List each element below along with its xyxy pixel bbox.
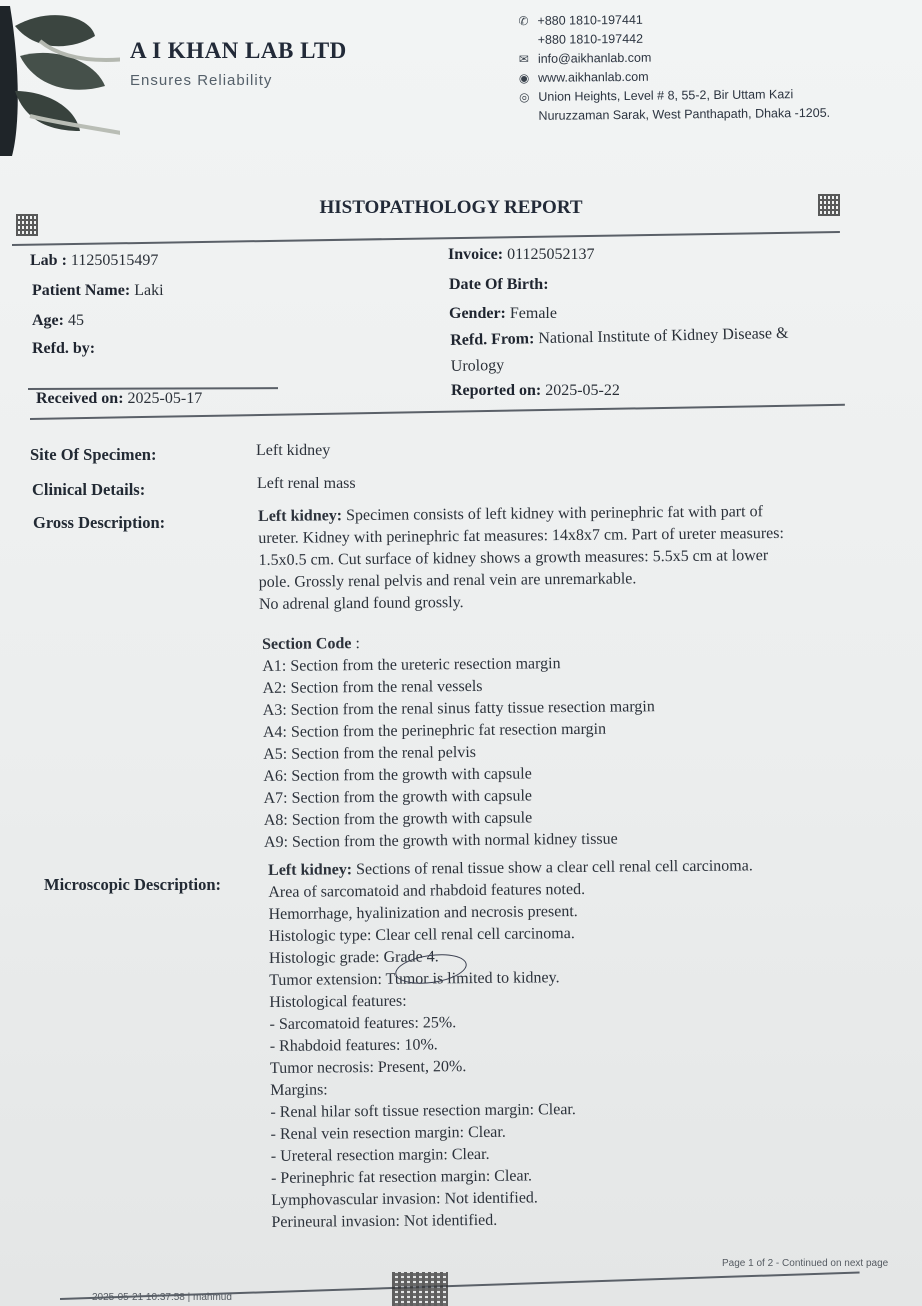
list-item: A4: Section from the perinephric fat resection margin	[262, 720, 607, 741]
list-item: A2: Section from the renal vessels	[262, 677, 483, 697]
clinical-details-value: Left renal mass	[257, 475, 356, 492]
list-item: A5: Section from the renal pelvis	[263, 743, 477, 763]
list-item: A6: Section from the growth with capsule	[263, 765, 532, 785]
phone-2: +880 1810-197442	[537, 31, 644, 47]
address-line-2: Nuruzzaman Sarak, West Panthapath, Dhaka -1205.	[538, 105, 831, 123]
clinical-details-label: Clinical Details:	[32, 480, 146, 499]
list-item: A8: Section from the growth with capsule	[263, 809, 533, 829]
section-code-list: Section Code : A1: Section from the ureteric resection margin A2: Section from the renal vessels A3: Section from the renal sinus fatty tissue resection margin A4: Section from the perinephric fat resection margin A5: Section from the renal pelvis A6: Section from the growth with capsule A7: Section from the growth with capsule A8: Section from the growth with capsule A9: Section from the growth with normal kidney tissue	[262, 630, 656, 854]
report-title: HISTOPATHOLOGY REPORT	[319, 197, 583, 218]
email-icon: ✉	[518, 51, 530, 67]
lab-logo-icon	[0, 6, 120, 156]
location-pin-icon: ◎	[518, 89, 530, 105]
printed-by: 2025-05-21 10:37:58 | mahmud	[92, 1292, 232, 1303]
reported-date: Reported on: 2025-05-22	[451, 382, 620, 399]
list-item: A7: Section from the growth with capsule	[263, 787, 533, 807]
referred-by: Refd. by:	[32, 340, 96, 357]
lab-tagline: Ensures Reliability	[130, 72, 273, 89]
gross-description-label: Gross Description:	[33, 513, 166, 532]
patient-gender: Gender: Female	[449, 305, 557, 322]
microscopic-description-label: Microscopic Description:	[44, 875, 222, 894]
list-item: A1: Section from the ureteric resection margin	[262, 655, 561, 675]
email: info@aikhanlab.com	[537, 50, 652, 66]
address-line-1: Union Heights, Level # 8, 55-2, Bir Uttam Kazi	[538, 87, 794, 104]
phone-1: +880 1810-197441	[537, 12, 643, 28]
divider-top	[12, 231, 840, 246]
patient-age: Age: 45	[32, 312, 84, 329]
phone-icon: ✆	[518, 13, 529, 29]
received-date: Received on: 2025-05-17	[36, 390, 203, 407]
lab-name: A I KHAN LAB LTD	[130, 38, 347, 63]
site-of-specimen-label: Site Of Specimen:	[30, 445, 157, 464]
gross-description-text: Left kidney: Specimen consists of left kidney with perinephric fat with part of ureter. Kidney with perinephric fat measures: 14x8x7 cm. Part of ureter measures: 1.5x0.5 cm. Cut surface of kidney shows a growth measures: 5.5x5 cm at lower pole. Grossly renal pelvis and renal vein are unremarkable. No adrenal gland found grossly.	[258, 503, 784, 613]
date-of-birth: Date Of Birth:	[449, 276, 549, 293]
microscopic-description-text: Left kidney: Sections of renal tissue show a clear cell renal cell carcinoma. Area of sarcomatoid and rhabdoid features noted. Hemorrhage, hyalinization and necrosis present. Histologic type: Clear cell renal cell carcinoma. Histologic grade: Grade 4. Tumor extension: Tumor is limited to kidney. Histological features: - Sarcomatoid features: 25%. - Rhabdoid features: 10%. Tumor necrosis: Present, 20%. Margins: - Renal hilar soft tissue resection margin: Clear. - Renal vein resection margin: Clear. - Ureteral resection margin: Clear. - Perinephric fat resection margin: Clear. Lymphovascular invasion: Not identified. Perineural invasion: Not identified.	[268, 857, 753, 1231]
section-code-heading: Section Code	[262, 635, 352, 653]
site-of-specimen-value: Left kidney	[256, 442, 331, 459]
referred-from: Refd. From: National Institute of Kidney Disease & Urology	[450, 324, 789, 375]
website: www.aikhanlab.com	[538, 69, 649, 85]
invoice-number: Invoice: 01125052137	[448, 246, 595, 263]
list-item: A9: Section from the growth with normal kidney tissue	[263, 830, 618, 851]
lab-number: Lab : 11250515497	[30, 252, 159, 269]
patient-name: Patient Name: Laki	[32, 282, 164, 299]
contact-block	[515, 8, 916, 126]
page-info: Page 1 of 2 - Continued on next page	[722, 1258, 889, 1269]
qr-code-bottom-icon	[392, 1272, 448, 1306]
globe-icon: ◉	[518, 70, 530, 86]
list-item: A3: Section from the renal sinus fatty tissue resection margin	[262, 698, 655, 719]
